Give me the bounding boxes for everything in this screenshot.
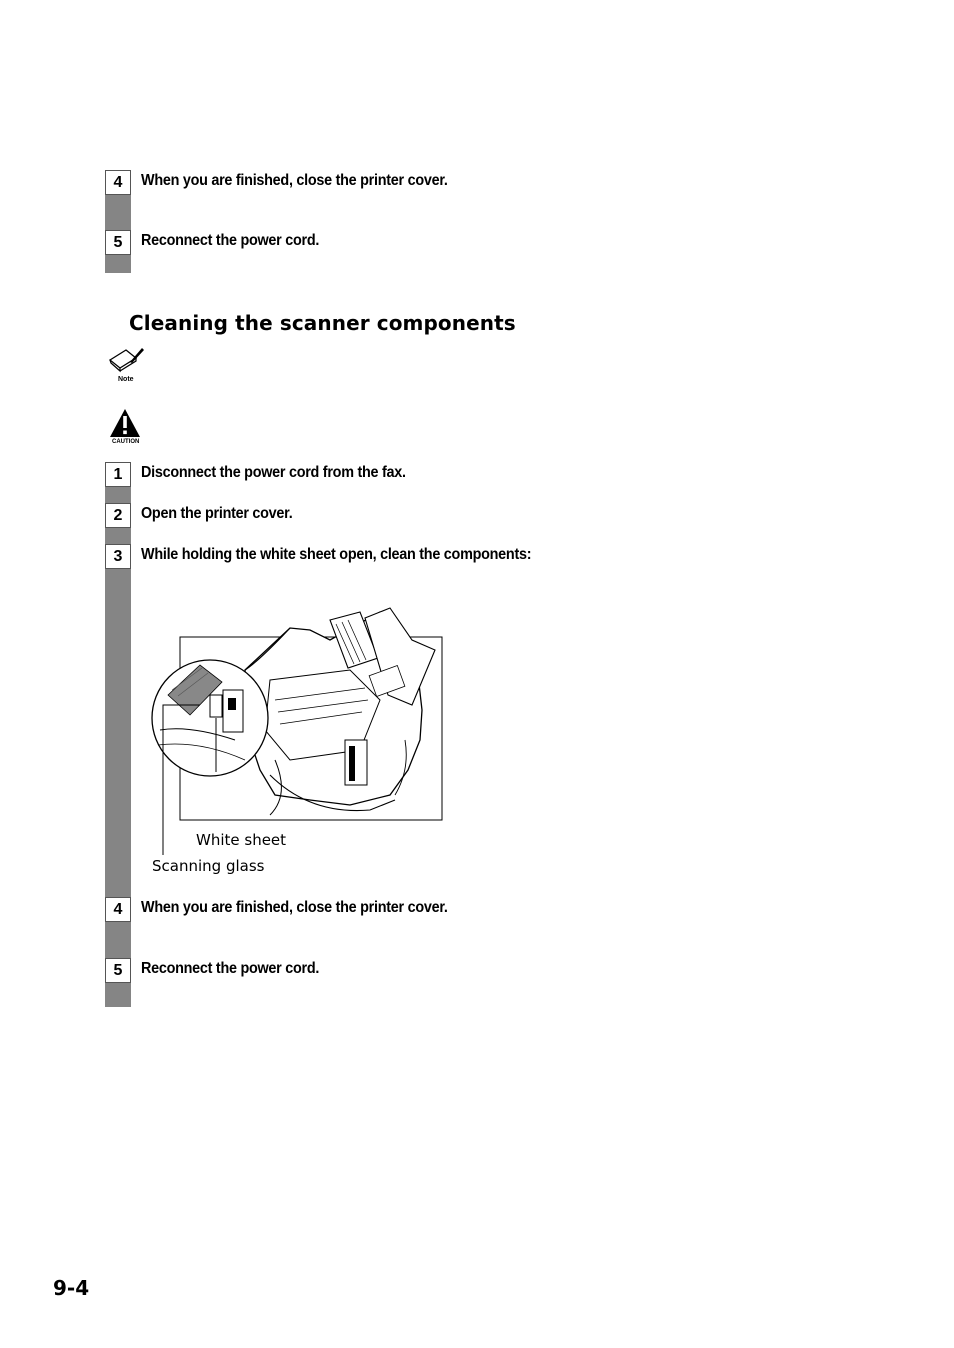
step-text-4: When you are finished, close the printer cover. bbox=[141, 899, 448, 916]
step-number-top-5: 5 bbox=[105, 230, 131, 255]
note-icon bbox=[108, 346, 146, 379]
step-number-5: 5 bbox=[105, 958, 131, 983]
step-number-2: 2 bbox=[105, 503, 131, 528]
fax-scanner-illustration bbox=[150, 600, 450, 885]
step-text-top-4: When you are finished, close the printer cover. bbox=[141, 172, 448, 189]
step-text-1: Disconnect the power cord from the fax. bbox=[141, 464, 406, 481]
step-text-5: Reconnect the power cord. bbox=[141, 960, 320, 977]
caution-icon bbox=[109, 408, 141, 443]
caution-label: CAUTION bbox=[112, 439, 140, 445]
page-number: 9-4 bbox=[53, 1276, 90, 1300]
step-text-2: Open the printer cover. bbox=[141, 505, 293, 522]
step-number-4: 4 bbox=[105, 897, 131, 922]
step-number-top-4: 4 bbox=[105, 170, 131, 195]
section-title: Cleaning the scanner components bbox=[129, 311, 516, 335]
callout-scanning-glass: Scanning glass bbox=[152, 857, 265, 875]
step-number-3: 3 bbox=[105, 544, 131, 569]
step-text-top-5: Reconnect the power cord. bbox=[141, 232, 320, 249]
step-text-3: While holding the white sheet open, clean the components: bbox=[141, 546, 532, 563]
step-number-1: 1 bbox=[105, 462, 131, 487]
note-label: Note bbox=[118, 376, 134, 383]
callout-white-sheet: White sheet bbox=[196, 831, 287, 849]
